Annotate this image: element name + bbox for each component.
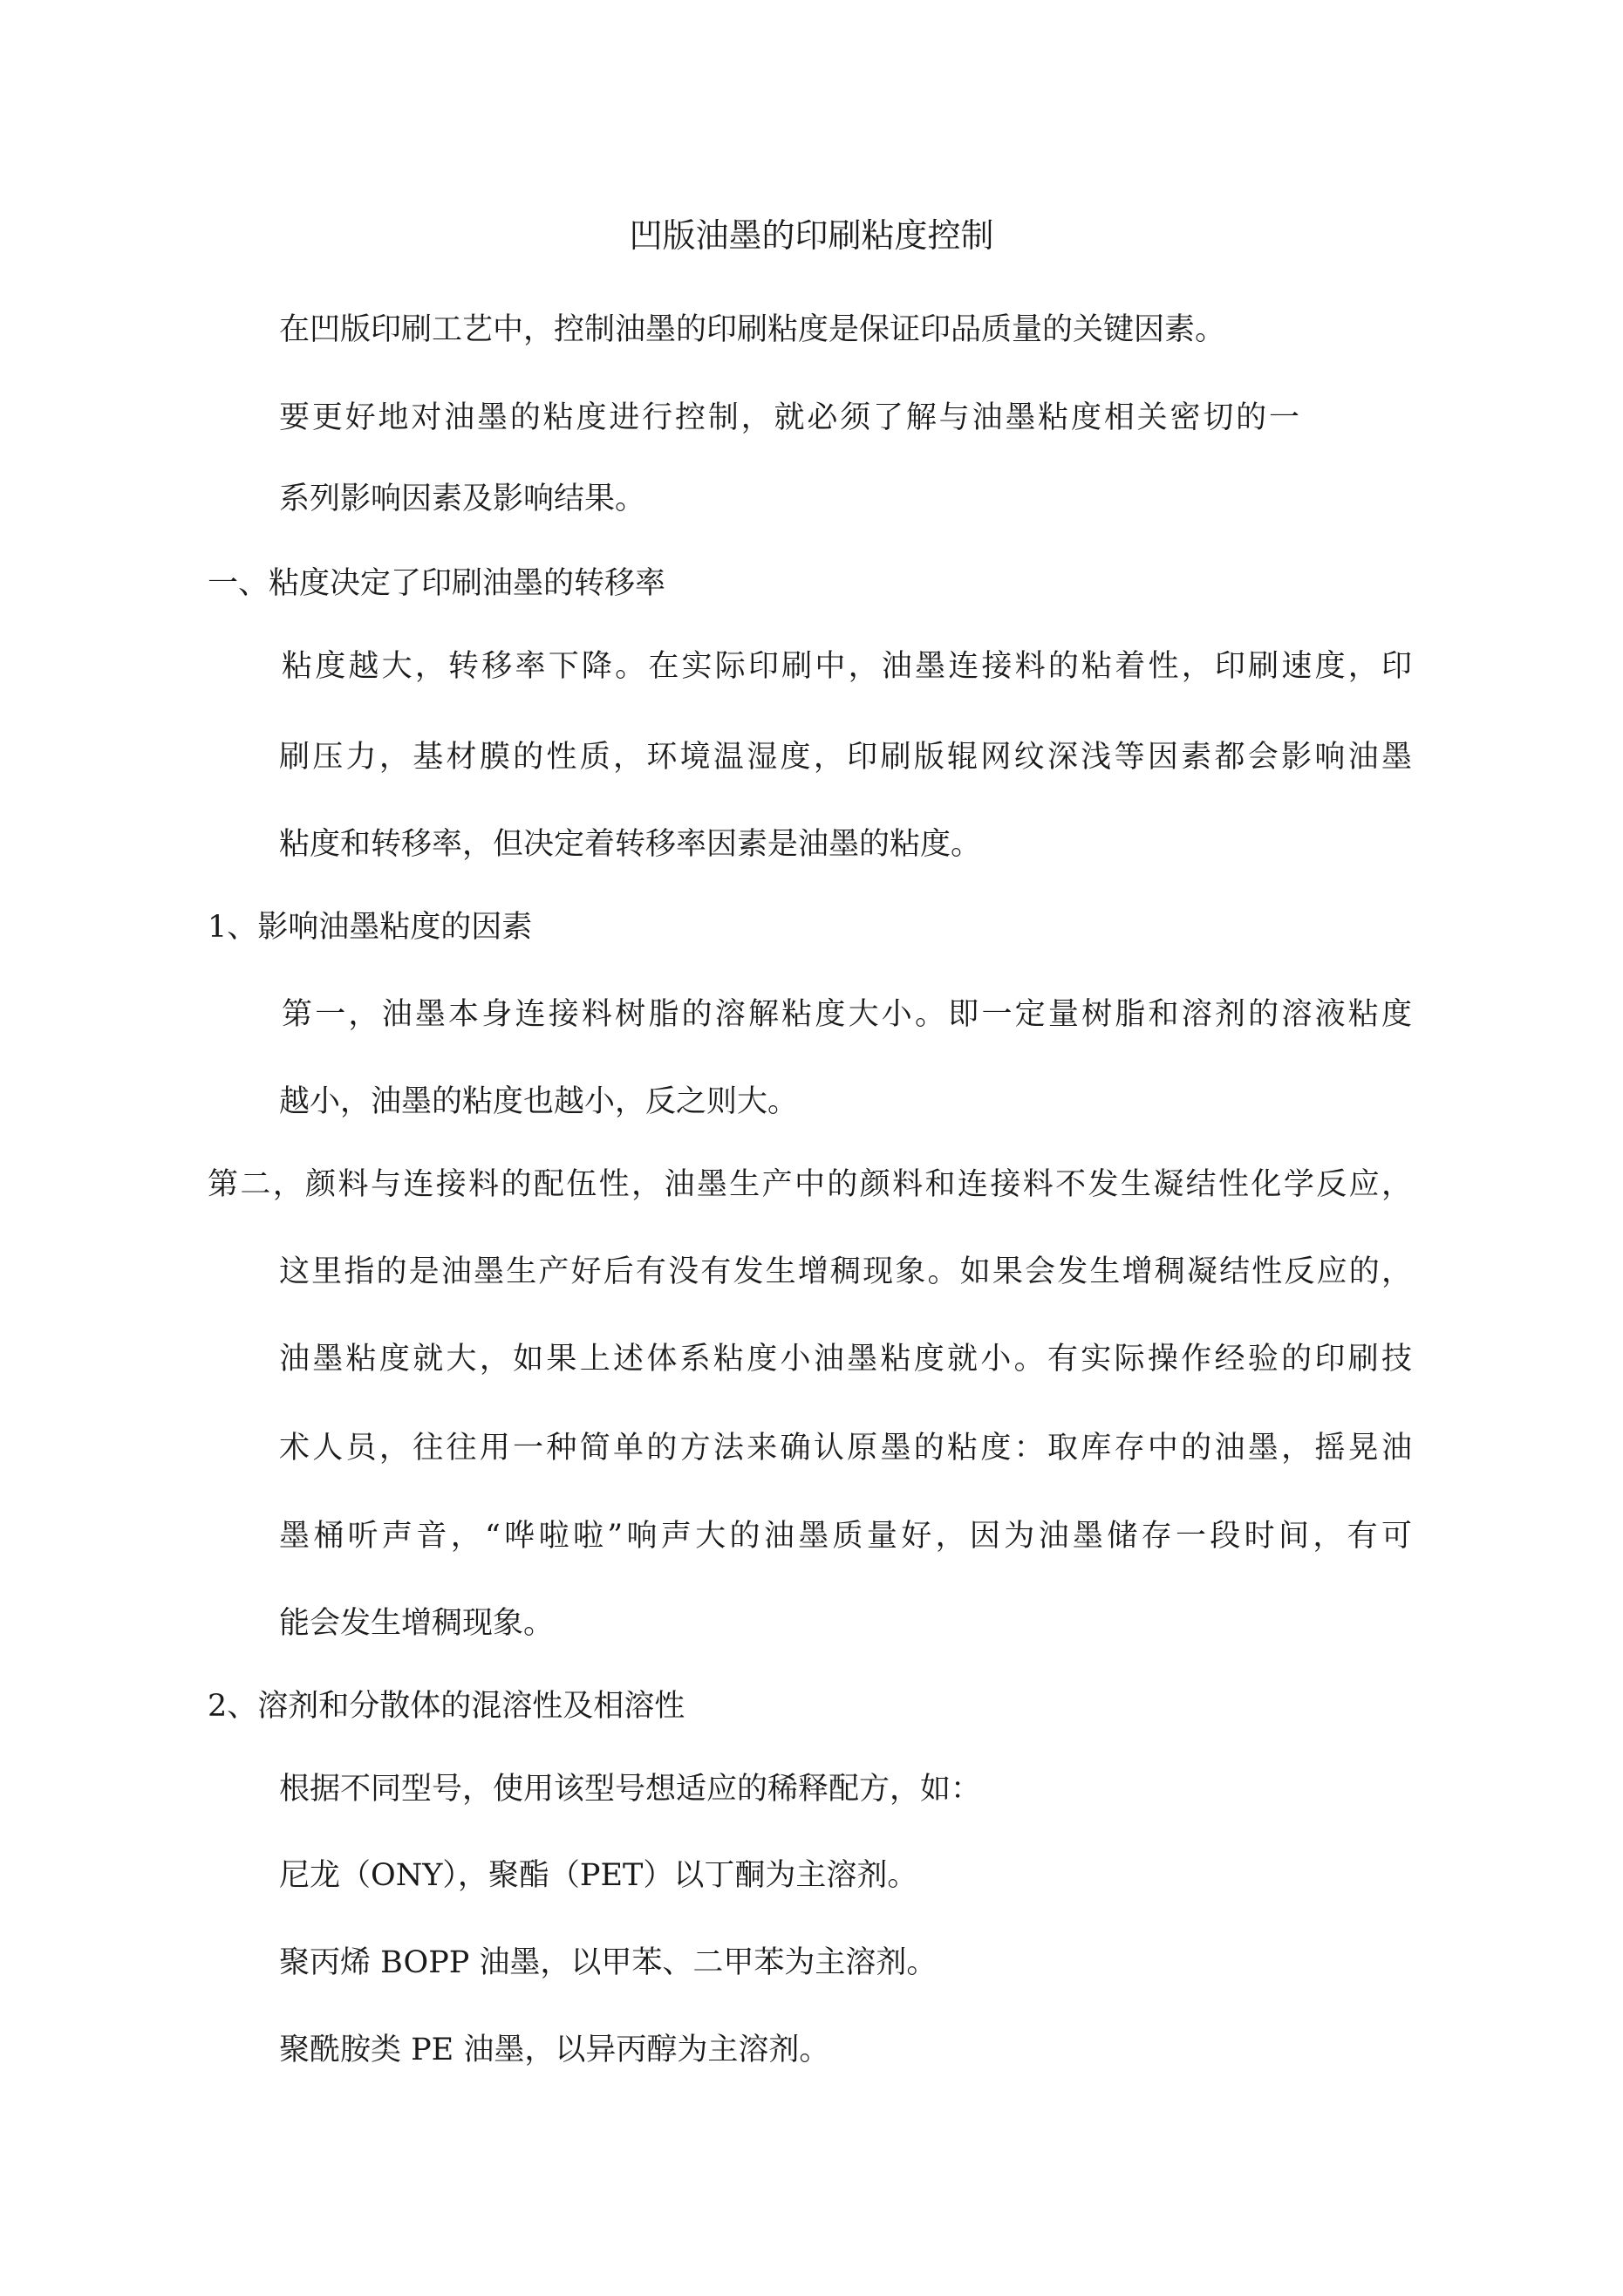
paragraph-line: 尼龙（ONY），聚酯（PET）以丁酮为主溶剂。 — [279, 1858, 918, 1893]
subsection-heading: 1、影响油墨粘度的因素 — [208, 910, 533, 945]
paragraph-line: 粘度和转移率，但决定着转移率因素是油墨的粘度。 — [279, 827, 982, 862]
paragraph-line: 粘度越大，转移率下降。在实际印刷中，油墨连接料的粘着性，印刷速度，印 — [282, 649, 1412, 684]
paragraph-line: 油墨粘度就大，如果上述体系粘度小油墨粘度就小。有实际操作经验的印刷技 — [279, 1342, 1412, 1377]
paragraph-line: 第一，油墨本身连接料树脂的溶解粘度大小。即一定量树脂和溶剂的溶液粘度 — [282, 997, 1412, 1032]
paragraph-line: 聚丙烯 BOPP 油墨，以甲苯、二甲苯为主溶剂。 — [279, 1945, 938, 1980]
paragraph-line: 根据不同型号，使用该型号想适应的稀释配方，如： — [279, 1772, 982, 1807]
subsection-heading: 2、溶剂和分散体的混溶性及相溶性 — [208, 1689, 685, 1724]
paragraph-line: 要更好地对油墨的粘度进行控制，就必须了解与油墨粘度相关密切的一 — [279, 400, 1299, 435]
paragraph-line: 在凹版印刷工艺中，控制油墨的印刷粘度是保证印品质量的关键因素。 — [279, 312, 1226, 347]
paragraph-line: 术人员，往往用一种简单的方法来确认原墨的粘度：取库存中的油墨，摇晃油 — [279, 1431, 1412, 1466]
section-heading: 一、粘度决定了印刷油墨的转移率 — [208, 566, 666, 601]
paragraph-line: 聚酰胺类 PE 油墨，以异丙醇为主溶剂。 — [279, 2033, 830, 2067]
paragraph-line: 刷压力，基材膜的性质，环境温湿度，印刷版辊网纹深浅等因素都会影响油墨 — [279, 740, 1412, 775]
paragraph-line: 能会发生增稠现象。 — [279, 1606, 555, 1641]
paragraph-line: 墨桶听声音，“哗啦啦”响声大的油墨质量好，因为油墨储存一段时间，有可 — [279, 1519, 1412, 1554]
paragraph-line: 越小，油墨的粘度也越小，反之则大。 — [279, 1084, 799, 1119]
page-title: 凹版油墨的印刷粘度控制 — [629, 216, 994, 255]
paragraph-line: 系列影响因素及影响结果。 — [279, 482, 646, 516]
paragraph-line: 这里指的是油墨生产好后有没有发生增稠现象。如果会发生增稠凝结性反应的， — [279, 1254, 1412, 1289]
paragraph-line: 第二，颜料与连接料的配伍性，油墨生产中的颜料和连接料不发生凝结性化学反应， — [208, 1167, 1412, 1202]
